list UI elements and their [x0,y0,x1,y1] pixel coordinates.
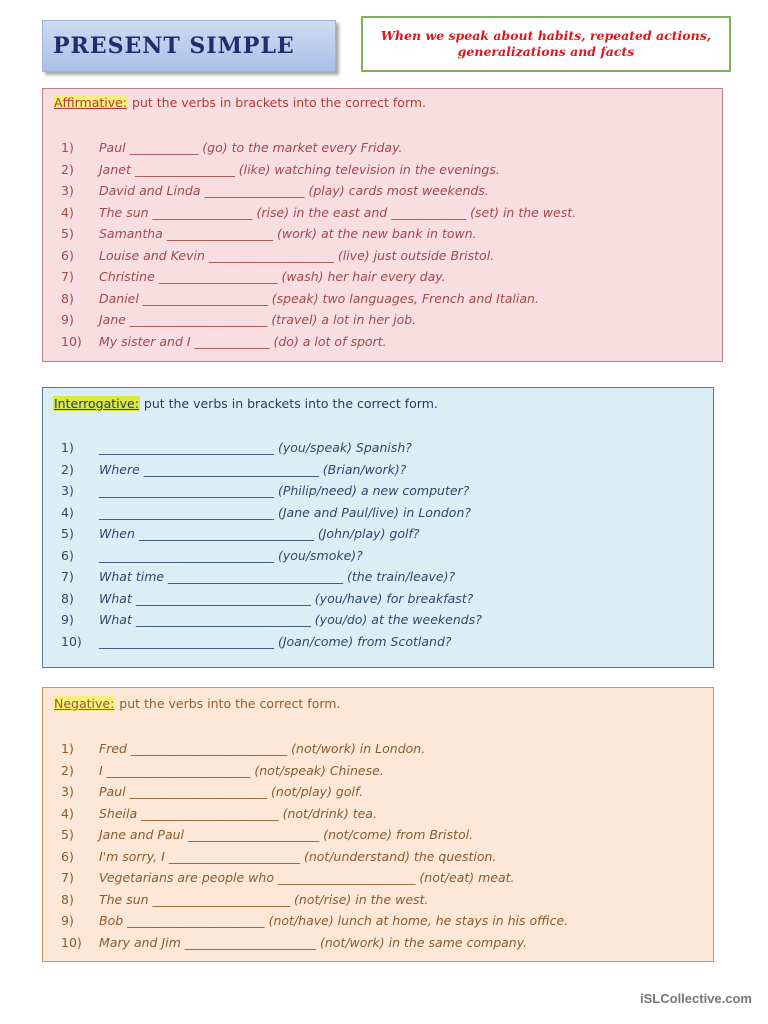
usage-note: When we speak about habits, repeated actions, generalizations and facts [380,28,712,59]
affirmative-list [61,137,576,352]
item-text: What ____________________________ (you/have) for breakfast? [99,590,474,606]
item-text: Sheila ______________________ (not/drink) tea. [99,805,377,821]
affirmative-instruction [53,95,426,110]
item-text: Fred _________________________ (not/work) in London. [99,741,426,756]
site-watermark: iSLCollective.com [640,991,752,1006]
item-text: Janet ________________ (like) watching television in the evenings. [99,161,500,177]
item-text: What ____________________________ (you/do) at the weekends? [99,612,482,627]
exercise-item [61,245,576,267]
exercise-item [61,824,568,846]
item-number: 4) [61,204,74,220]
interrogative-list [61,437,482,652]
negative-section [42,687,714,962]
exercise-item [61,288,576,310]
exercise-item [61,309,576,331]
item-number: 3) [61,183,74,198]
exercise-item [61,932,568,954]
item-number: 4) [61,805,74,821]
item-text: David and Linda ________________ (play) cards most weekends. [99,183,489,198]
item-text: I _______________________ (not/speak) Chinese. [99,762,384,778]
page-title: PRESENT SIMPLE [53,33,295,59]
item-number: 2) [61,461,74,477]
item-number: 4) [61,504,74,520]
item-text: Vegetarians are people who ______________________ (not/eat) meat. [99,870,515,885]
item-text: Paul ___________ (go) to the market every Friday. [99,140,403,155]
negative-instruction [53,696,340,711]
item-number: 3) [61,483,74,498]
item-number: 10) [61,934,82,950]
item-number: 8) [61,290,74,306]
exercise-item [61,803,568,825]
item-text: ____________________________ (Joan/come) from Scotland? [99,633,452,649]
exercise-item [61,331,576,353]
exercise-item [61,609,482,631]
item-text: My sister and I ____________ (do) a lot of sport. [99,333,387,349]
exercise-item [61,480,482,502]
exercise-item [61,781,568,803]
exercise-item [61,523,482,545]
item-text: I'm sorry, I _____________________ (not/understand) the question. [99,848,497,864]
exercise-item [61,137,576,159]
item-number: 9) [61,312,74,327]
title-banner [42,20,336,72]
interrogative-section [42,387,714,668]
item-text: Jane and Paul _____________________ (not/come) from Bristol. [99,827,474,842]
item-text: Where ____________________________ (Brian/work)? [99,461,407,477]
exercise-item [61,910,568,932]
item-number: 6) [61,547,74,563]
item-text: Mary and Jim _____________________ (not/work) in the same company. [99,934,528,950]
affirmative-instruction-text: put the verbs in brackets into the correct form. [128,95,427,110]
negative-list [61,738,568,953]
item-text: What time ____________________________ (the train/leave)? [99,569,456,584]
item-number: 9) [61,612,74,627]
exercise-item [61,545,482,567]
usage-note-box [361,16,731,72]
item-number: 6) [61,247,74,263]
exercise-item [61,760,568,782]
item-number: 1) [61,440,74,455]
item-number: 6) [61,848,74,864]
exercise-item [61,159,576,181]
negative-label: Negative: [54,696,115,711]
exercise-item [61,631,482,653]
exercise-item [61,202,576,224]
exercise-item [61,867,568,889]
item-text: Jane ______________________ (travel) a lot in her job. [99,312,417,327]
item-number: 8) [61,590,74,606]
item-text: Paul ______________________ (not/play) golf. [99,784,364,799]
item-number: 2) [61,161,74,177]
item-number: 7) [61,870,74,885]
negative-instruction-text: put the verbs into the correct form. [115,696,341,711]
exercise-item [61,889,568,911]
item-number: 10) [61,633,82,649]
item-text: Samantha _________________ (work) at the new bank in town. [99,226,477,241]
item-text: When ____________________________ (John/play) golf? [99,526,420,541]
exercise-item [61,846,568,868]
item-number: 7) [61,269,74,284]
item-text: ____________________________ (you/speak) Spanish? [99,440,412,455]
item-text: Daniel ____________________ (speak) two languages, French and Italian. [99,290,539,306]
item-number: 5) [61,226,74,241]
item-text: Bob ______________________ (not/have) lunch at home, he stays in his office. [99,913,569,928]
exercise-item [61,437,482,459]
item-number: 5) [61,827,74,842]
item-text: Christine ___________________ (wash) her hair every day. [99,269,446,284]
exercise-item [61,502,482,524]
item-number: 10) [61,333,82,349]
interrogative-instruction [53,396,438,411]
item-text: The sun ________________ (rise) in the east and ____________ (set) in the west. [99,204,577,220]
item-number: 7) [61,569,74,584]
exercise-item [61,588,482,610]
interrogative-label: Interrogative: [54,396,139,411]
affirmative-label: Affirmative: [54,95,128,110]
item-number: 3) [61,784,74,799]
item-text: ____________________________ (you/smoke)? [99,547,363,563]
item-text: ____________________________ (Philip/need) a new computer? [99,483,470,498]
exercise-item [61,223,576,245]
interrogative-instruction-text: put the verbs in brackets into the correct form. [139,396,438,411]
item-number: 2) [61,762,74,778]
exercise-item [61,738,568,760]
item-number: 1) [61,140,74,155]
item-number: 8) [61,891,74,907]
exercise-item [61,180,576,202]
item-number: 1) [61,741,74,756]
exercise-item [61,459,482,481]
item-text: Louise and Kevin ____________________ (live) just outside Bristol. [99,247,495,263]
item-number: 9) [61,913,74,928]
item-text: The sun ______________________ (not/rise) in the west. [99,891,429,907]
exercise-item [61,566,482,588]
item-number: 5) [61,526,74,541]
affirmative-section [42,88,723,362]
item-text: ____________________________ (Jane and Paul/live) in London? [99,504,472,520]
exercise-item [61,266,576,288]
